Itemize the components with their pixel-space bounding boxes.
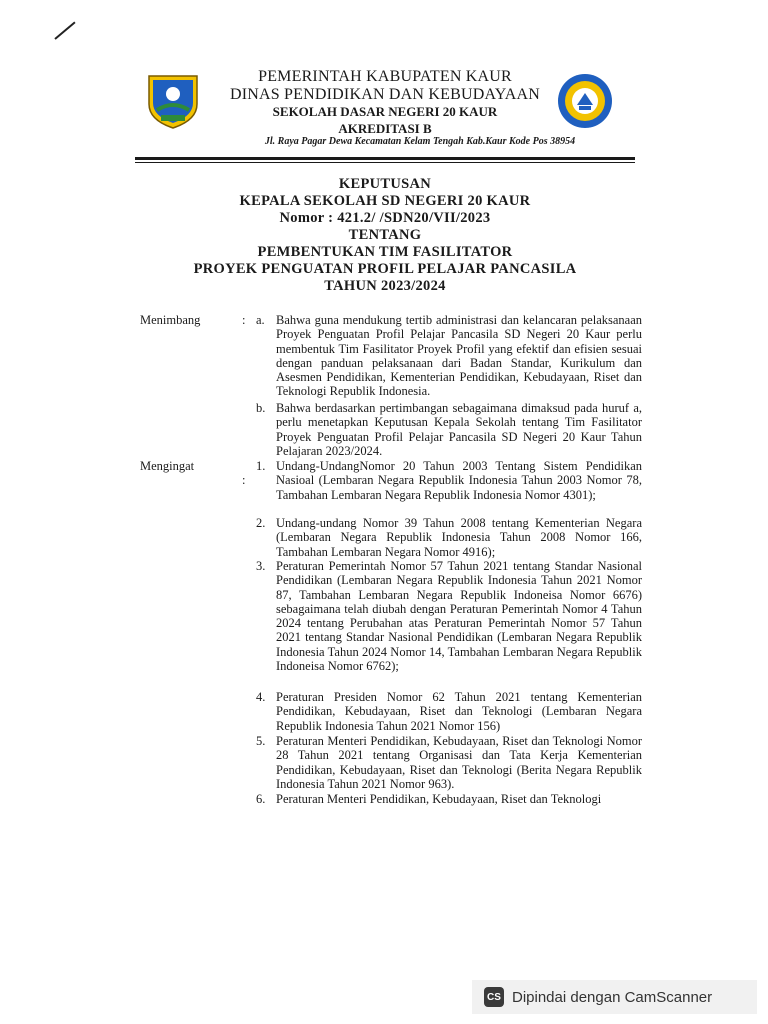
- mengingat-marker-1: 1.: [256, 459, 266, 473]
- letterhead-address: Jl. Raya Pagar Dewa Kecamatan Kelam Tengah Kab.Kaur Kode Pos 38954: [264, 136, 576, 147]
- menimbang-item-b: Bahwa berdasarkan pertimbangan sebagaimana dimaksud pada huruf a, perlu menetapkan Keputusan Kepala Sekolah tentang Tim Fasilitator Proyek Penguatan Profil Pelajar Pancasila SD Negeri 20 Kaur Tahun Pelajaran 2023/2024.: [276, 401, 642, 458]
- doc-subject-line2: PROYEK PENGUATAN PROFIL PELAJAR PANCASILA: [193, 261, 577, 277]
- mengingat-marker-5: 5.: [256, 734, 266, 748]
- mengingat-item-1: Undang-UndangNomor 20 Tahun 2003 Tentang Sistem Pendidikan Nasioal (Lembaran Negara Republik Indonesia Tahun 2003 Nomor 78, Tambahan Lembaran Negara Republik Indonesia Nomor 4301);: [276, 459, 642, 502]
- pen-mark: [54, 22, 75, 40]
- doc-subject-year: TAHUN 2023/2024: [324, 278, 446, 294]
- menimbang-colon: :: [242, 313, 246, 327]
- kaur-regency-emblem: [143, 70, 203, 130]
- mengingat-marker-3: 3.: [256, 559, 266, 573]
- doc-title-tentang: TENTANG: [348, 227, 422, 243]
- camscanner-watermark: [472, 980, 757, 1014]
- mengingat-item-2: Undang-undang Nomor 39 Tahun 2008 tentang Kementerian Negara (Lembaran Negara Republik Indonesia Tahun 2008 Nomor 166, Tambahan Lembaran Negara Nomor 4916);: [276, 516, 642, 559]
- mengingat-marker-2: 2.: [256, 516, 266, 530]
- mengingat-label: Mengingat: [140, 459, 195, 473]
- doc-title-keputusan: KEPUTUSAN: [338, 176, 432, 192]
- letterhead-rule-thick: [135, 157, 635, 160]
- doc-title-issuer: KEPALA SEKOLAH SD NEGERI 20 KAUR: [239, 193, 531, 209]
- letterhead-rule-thin: [135, 162, 635, 163]
- camscanner-label: Dipindai dengan CamScanner: [512, 988, 713, 1006]
- menimbang-item-a: Bahwa guna mendukung tertib administrasi dan kelancaran pelaksanaan Proyek Penguatan Profil Pelajar Pancasila SD Negeri 20 Kaur perlu membentuk Tim Fasilitator Proyek Profil yang efektif dan efisien sesuai dengan panduan pelaksanaan dari Badan Standar, Kurikulum dan Asesmen Pendidikan, Kementerian Pendidikan, Kebudayaan, Riset dan Teknologi Republik Indonesia.: [276, 313, 642, 399]
- doc-number: Nomor : 421.2/ /SDN20/VII/2023: [279, 210, 491, 226]
- mengingat-item-3: Peraturan Pemerintah Nomor 57 Tahun 2021 tentang Standar Nasional Pendidikan (Lembaran Negara Republik Indonesia Tahun 2021 Nomor 87, Tambahan Lembaran Negara Republik Indoneisa Nomor 6676) sebagaimana telah diubah dengan Peraturan Pemerintah Nomor 4 Tahun 2024 tentang Perubahan atas Peraturan Pemerintah Nomor 57 Tahun 2021 tentang Standar Nasional Pendidikan (Lembaran Negara Republik Indonesia Tahun 2024 Nomor 14, Tambahan Lembaran Negara Republik Indoneisa Nomor 6762);: [276, 559, 642, 674]
- mengingat-item-4: Peraturan Presiden Nomor 62 Tahun 2021 tentang Kementerian Pendidikan, Kebudayaan, Riset dan Teknologi (Lembaran Negara Republik Indonesia Tahun 2021 Nomor 156): [276, 690, 642, 733]
- mengingat-item-5: Peraturan Menteri Pendidikan, Kebudayaan, Riset dan Teknologi Nomor 28 Tahun 2021 tentang Organisasi dan Tata Kerja Kementerian Pendidikan, Kebudayaan, Riset dan Teknologi (Berita Negara Republik Indonesia Tahun 2021 Nomor 963).: [276, 734, 642, 791]
- doc-subject-line1: PEMBENTUKAN TIM FASILITATOR: [257, 244, 513, 260]
- mengingat-marker-6: 6.: [256, 792, 266, 806]
- letterhead-department: DINAS PENDIDIKAN DAN KEBUDAYAAN: [229, 86, 541, 103]
- letterhead-accreditation: AKREDITASI B: [338, 121, 432, 136]
- menimbang-marker-a: a.: [256, 313, 265, 327]
- menimbang-marker-b: b.: [256, 401, 266, 415]
- mengingat-colon: :: [242, 473, 246, 487]
- mengingat-marker-4: 4.: [256, 690, 266, 704]
- camscanner-icon: CS: [484, 987, 504, 1007]
- letterhead-school: SEKOLAH DASAR NEGERI 20 KAUR: [272, 104, 498, 119]
- menimbang-label: Menimbang: [140, 313, 201, 327]
- letterhead-government: PEMERINTAH KABUPATEN KAUR: [258, 68, 512, 85]
- mengingat-item-6: Peraturan Menteri Pendidikan, Kebudayaan, Riset dan Teknologi: [276, 792, 602, 806]
